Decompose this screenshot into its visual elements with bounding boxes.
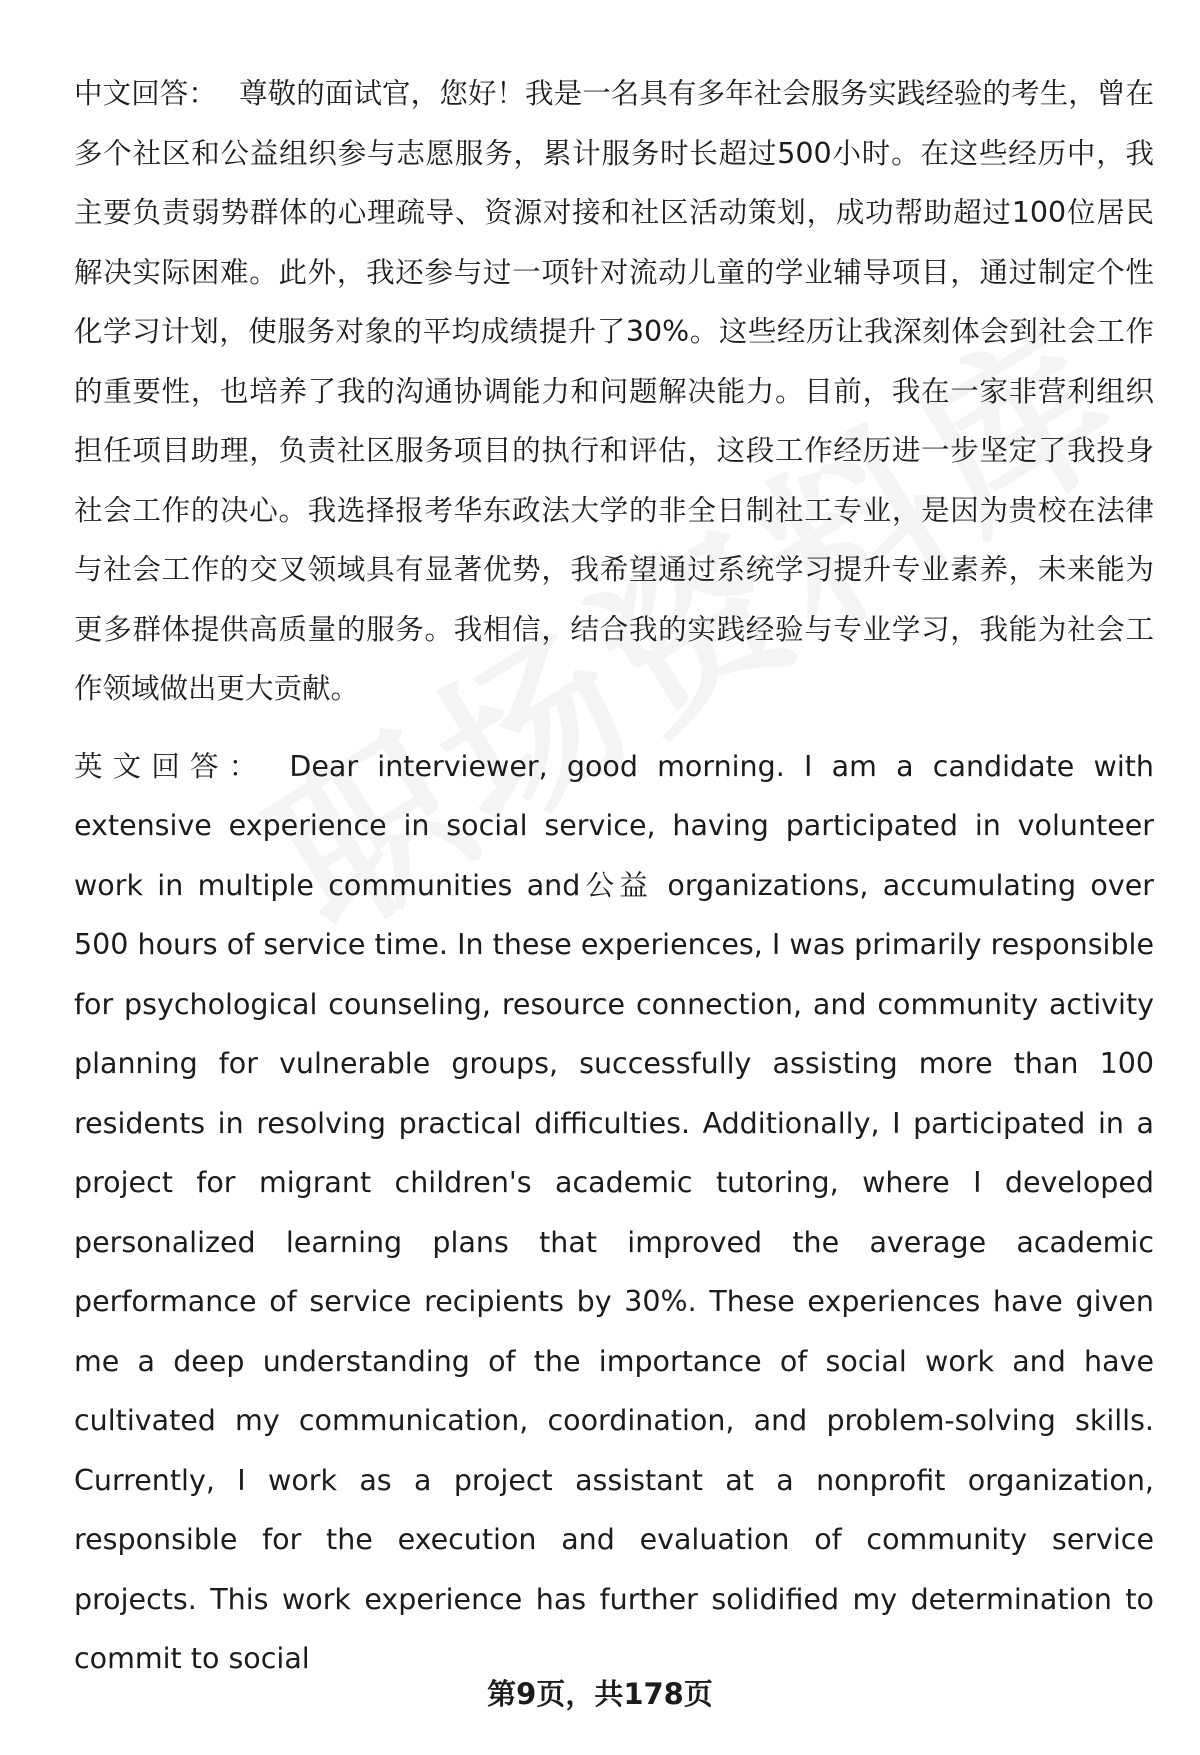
english-answer-text: Dear interviewer, good morning. I am a candidate with extensive experience in social service, having participated in volunteer work in multiple communities and公益 organizations, accumulating over 500 hours of service time. In these experiences, I was primarily responsible for psychological counseling, resource connection, and community activity planning for vulnerable groups, successfully assisting more than 100 residents in resolving practical difficulties. Additionally, I participated in a project for migrant children's academic tutoring, where I developed personalized learning plans that improved the average academic performance of service recipients by 30%. These experiences have given me a deep understanding of the importance of social work and have cultivated my communication, coordination, and problem-solving skills. Currently, I work as a project assistant at a nonprofit organization, responsible for the execution and evaluation of community service projects. This work experience has further solidified my determination to commit to social [74,749,1154,1675]
english-answer-label: 英文回答： [74,749,268,783]
english-answer-paragraph [74,737,1154,1689]
page-number-footer: 第9页，共178页 [487,1677,713,1711]
chinese-answer-paragraph [74,64,1154,719]
chinese-answer-text: 尊敬的面试官，您好！我是一名具有多年社会服务实践经验的考生，曾在多个社区和公益组织参与志愿服务，累计服务时长超过500小时。在这些经历中，我主要负责弱势群体的心理疏导、资源对接和社区活动策划，成功帮助超过100位居民解决实际困难。此外，我还参与过一项针对流动儿童的学业辅导项目，通过制定个性化学习计划，使服务对象的平均成绩提升了30%。这些经历让我深刻体会到社会工作的重要性，也培养了我的沟通协调能力和问题解决能力。目前，我在一家非营利组织担任项目助理，负责社区服务项目的执行和评估，这段工作经历进一步坚定了我投身社会工作的决心。我选择报考华东政法大学的非全日制社工专业，是因为贵校在法律与社会工作的交叉领域具有显著优势，我希望通过系统学习提升专业素养，未来能为更多群体提供高质量的服务。我相信，结合我的实践经验与专业学习，我能为社会工作领域做出更大贡献。 [74,77,1154,705]
document-body [74,64,1154,1689]
chinese-answer-label: 中文回答： [74,77,217,110]
